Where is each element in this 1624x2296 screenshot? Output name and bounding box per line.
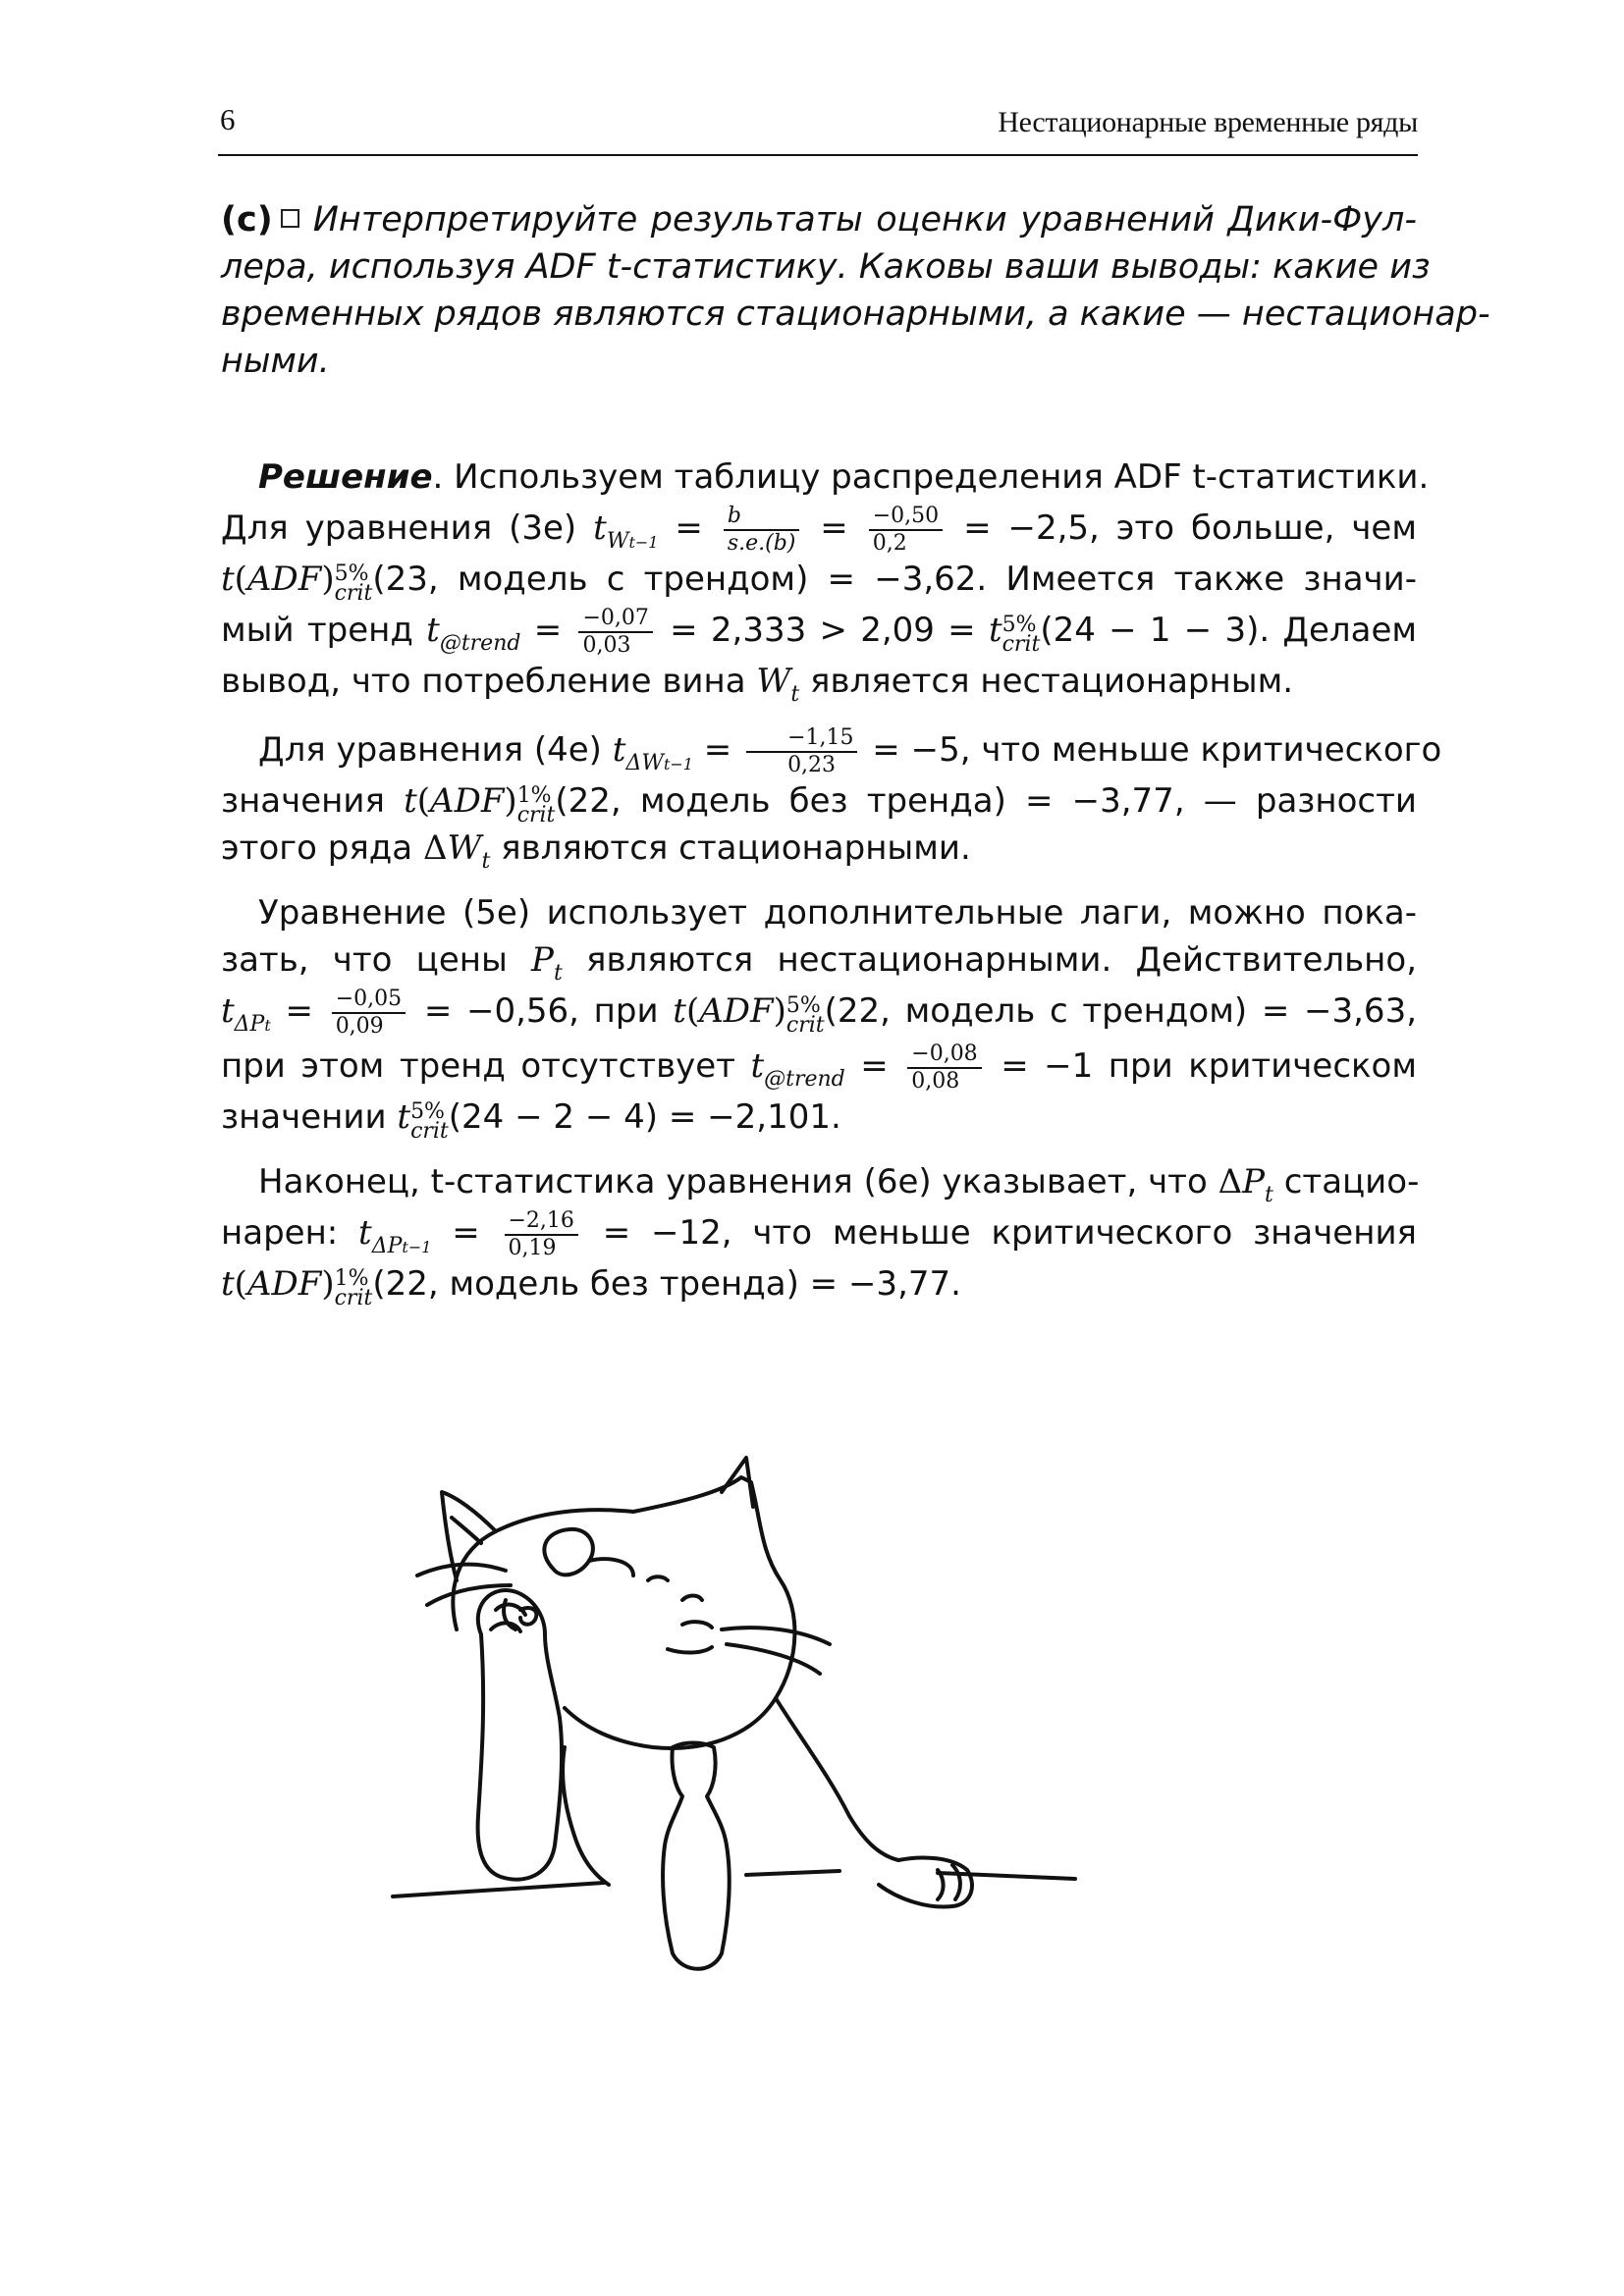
cat-right-paw [879, 1857, 972, 1906]
task-c [221, 196, 1490, 385]
task-line-4: ными. [221, 342, 330, 381]
checkbox-icon [281, 209, 299, 228]
header-rule [218, 154, 1418, 156]
fraction: $\frac{-2,16}{0,19}$ [505, 1208, 578, 1261]
p2-line-2: значения t(ADF) 1% crit (22, модель без тренда) = −3,77, — разности [221, 781, 1418, 828]
p3-line-3: $t_{\Delta Pt}$ = $\frac{-0,05}{0,09}$ = −0,56, при t(ADF) 5% crit (22, модель с трендом) = −3,63, [221, 986, 1418, 1039]
page-header [218, 98, 1418, 153]
cat-body [563, 1747, 609, 1885]
task-label: (c) [221, 200, 273, 240]
page-number: 6 [220, 102, 236, 136]
fraction: $\frac{-0,07}{0,03}$ [578, 606, 652, 659]
task-line-3: временных рядов являются стационарными, а какие — нестационар- [221, 294, 1490, 334]
solution-intro: Решение. Используем таблицу распределения ADF t-статистики. [258, 457, 1430, 497]
fraction: $\frac{-0,05}{0,09}$ [332, 987, 406, 1040]
fraction: $\frac{-1,15}{0,23}$ [746, 725, 857, 778]
p1-line-4: вывод, что потребление вина $W_t$ является нестационарным. [221, 662, 1294, 707]
solution-heading: Решение [258, 457, 433, 497]
p2-line-1: Для уравнения (4e) $t_{\Delta Wt-1}$ = $\frac{-1,15}{0,23}$ = −5, что меньше критического [258, 724, 1442, 777]
p1-line-3: мый тренд $t_{@trend}$ = $\frac{-0,07}{0,03}$ = 2,333 > 2,09 = t 5% crit (24 − 1 − 3). Делаем [221, 605, 1418, 658]
p3-line-5: значении t 5% crit (24 − 2 − 4) = −2,101. [221, 1097, 841, 1144]
cat-eye-left [648, 1576, 668, 1580]
p1-line-1: Для уравнения (3e) $t_{Wt-1}$ = $\frac{b}{s.e.(b)}$ = $\frac{-0,50}{0,2}$ = −2,5, это больше, чем [221, 503, 1417, 556]
p1-line-2: t(ADF) 5% crit (23, модель с трендом) = −3,62. Имеется также значи- [221, 560, 1417, 606]
running-title: Нестационарные временные ряды [998, 106, 1418, 138]
cat-illustration [388, 1453, 1134, 2002]
p4-line-3: t(ADF) 1% crit (22, модель без тренда) = −3,77. [221, 1264, 961, 1310]
fraction: $\frac{-0,08}{0,08}$ [907, 1041, 981, 1095]
fraction: $\frac{-0,50}{0,2}$ [869, 504, 943, 557]
bottle [663, 1743, 730, 1969]
solution [221, 454, 1442, 1310]
cat-left-paw [478, 1590, 562, 1880]
p3-line-2: зать, что цены $P_t$ являются нестационарными. Действительно, [221, 940, 1418, 986]
task-line-2: лера, используя ADF t-статистику. Каковы ваши выводы: какие из [221, 247, 1431, 287]
p3-line-4: при этом тренд отсутствует $t_{@trend}$ = $\frac{-0,08}{0,08}$ = −1 при критическом [221, 1041, 1417, 1094]
task-line-1: (c) Интерпретируйте результаты оценки уравнений Дики-Фул- [221, 200, 1417, 240]
p4-line-2: нарен: $t_{\Delta Pt-1}$ = $\frac{-2,16}{0,19}$ = −12, что меньше критического значения [221, 1207, 1417, 1260]
p2-line-3: этого ряда $\Delta W_t$ являются стационарными. [221, 828, 971, 874]
cat-snout [544, 1529, 593, 1575]
p3-line-1: Уравнение (5e) использует дополнительные лаги, можно пока- [258, 893, 1417, 933]
fraction: $\frac{b}{s.e.(b)}$ [724, 504, 800, 557]
cat-eye-right [682, 1596, 702, 1601]
p4-line-1: Наконец, t-статистика уравнения (6e) указывает, что $\Delta P_t$ стацио- [258, 1162, 1420, 1207]
